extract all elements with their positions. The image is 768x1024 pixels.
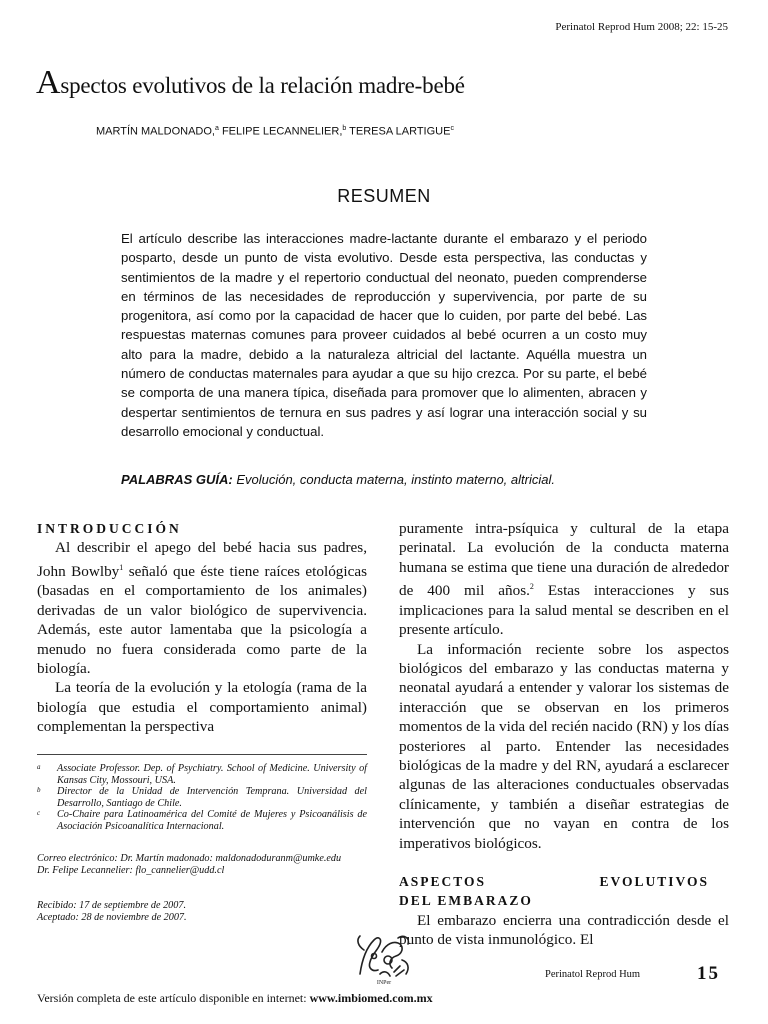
footnote-mark: a	[37, 763, 41, 771]
footnotes	[37, 763, 367, 833]
reference-mark: 1	[119, 562, 124, 572]
abstract-text: El artículo describe las interacciones madre-lactante durante el embarazo y el periodo posparto, desde un punto de vista evolutivo. Desde esta perspectiva, las conductas y sentimientos de la madre y el repertorio conductual del neonato, pueden comprenderse en términos de las necesidades de reproducción y supervivencia, por parte de su progenitora, así como por la capacidad de hacer que lo cuiden, por parte del bebé. Las respuestas maternas comunes para proveer cuidados al bebé ocurren a un costo muy alto para la madre, debido a la naturaleza altricial del lactante. Aquélla muestra un número de conductas maternales para ayudar a que su hijo crezca. Por su parte, el bebé se comporta de una manera típica, diseñada para promover que lo alimenten, abracen y despertar sentimientos de ternura en sus padres y así lograr una interacción social y su desarrollo emocional y conductual.	[121, 231, 647, 439]
intro-paragraph: La teoría de la evolución y la etología (rama de la biología que estudia el comportamiento animal) complementan la perspectiva	[37, 679, 367, 736]
body-paragraph: La información reciente sobre los aspectos biológicos del embarazo y las conductas materna y neonatal ayudará a entender y valorar los sistemas de interacción que se observan en los primeros momentos de la vida del recién nacido (RN) y los días posteriores al parto. Entender las necesidades biológicas de la madre y del RN, ayudará a esclarecer algunas de las alteraciones conductuales observadas clínicamente, y también a diseñar estrategias de intervención que no vayan en contra de los imperativos biológicos.	[399, 640, 729, 852]
footer-journal: Perinatol Reprod Hum	[545, 969, 641, 980]
footnote-mark: b	[37, 786, 41, 795]
author-mark: b	[342, 125, 347, 132]
article-title	[36, 66, 465, 100]
footnote	[37, 809, 367, 832]
right-column	[399, 519, 729, 950]
footnote-divider	[37, 754, 367, 755]
footnote	[37, 763, 367, 786]
author-name: MARTÍN MALDONADO,	[96, 125, 215, 138]
availability-link[interactable]: www.imbiomed.com.mx	[309, 991, 433, 1005]
title-initial: A	[36, 64, 61, 101]
intro-text: Al describir el apego del bebé hacia sus padres, John Bowlby	[37, 539, 367, 580]
title-rest: spectos evolutivos de la relación madre-bebé	[60, 73, 465, 98]
author-mark: c	[450, 125, 454, 132]
reference-mark: 2	[529, 582, 534, 592]
author-name: FELIPE LECANNELIER,	[218, 125, 343, 138]
inper-logo-icon	[352, 930, 416, 986]
body-text: puramente intra-psíquica y cultural de la etapa perinatal. La evolución de la conducta materna humana se estima que tiene una duración de alrededor de 400 mil años.	[399, 520, 729, 600]
keywords-list: Evolución, conducta materna, instinto materno, altricial.	[232, 472, 555, 487]
footnote	[37, 786, 367, 809]
author-name: TERESA LARTIGUE	[346, 125, 451, 138]
author-mark: a	[214, 125, 219, 132]
intro-heading: INTRODUCCIÓN	[37, 521, 182, 536]
footnote-mark: c	[37, 809, 41, 818]
contact-email: Dr. Felipe Lecannelier: flo_cannelier@udd.cl	[37, 864, 225, 876]
accepted-date: Aceptado: 28 de noviembre de 2007.	[37, 911, 187, 923]
received-date: Recibido: 17 de septiembre de 2007.	[37, 900, 186, 911]
intro-text: señaló que éste tiene raíces etológicas (basadas en el comportamiento de los animales) derivadas de un valor biológico de supervivencia. Además, este autor lamentaba que la psicología a menudo no fuera considerada como parte de la biología.	[37, 562, 367, 677]
keywords	[121, 472, 555, 487]
contact-info	[37, 853, 367, 876]
logo-text: INPer	[376, 980, 392, 986]
section-heading	[399, 872, 729, 911]
section-heading-line: ASPECTOS EVOLUTIVOS	[399, 873, 709, 889]
abstract-heading: RESUMEN	[337, 186, 431, 206]
contact-email: Correo electrónico: Dr. Martín madonado: maldonadoduranm@umke.edu	[37, 853, 342, 864]
body-paragraph: El embarazo encierra una contradicción desde el punto de vista inmunológico. El	[399, 911, 729, 949]
intro-paragraph	[37, 538, 367, 678]
left-column	[37, 519, 367, 737]
author-list	[96, 125, 454, 138]
body-paragraph	[399, 519, 729, 640]
footnote-text: Associate Professor. Dep. of Psychiatry. School of Medicine. University of Kansas City, Mossouri, USA.	[57, 763, 367, 786]
footnote-text: Co-Chaire para Latinoamérica del Comité de Mujeres y Psicoanálisis de Asociación Psicoanalítica Internacional.	[57, 809, 367, 832]
journal-reference: Perinatol Reprod Hum 2008; 22: 15-25	[555, 21, 728, 33]
section-heading-line: DEL EMBARAZO	[399, 893, 533, 909]
availability-note	[37, 991, 433, 1006]
page-number: 15	[697, 963, 720, 984]
footnote-text: Director de la Unidad de Intervención Temprana. Universidad del Desarrollo, Santiago de Chile.	[57, 786, 367, 809]
body-text: Estas interacciones y sus implicaciones para la salud mental se describen en el presente artículo.	[399, 582, 729, 639]
keywords-label: PALABRAS GUÍA:	[121, 472, 233, 487]
submission-dates	[37, 900, 367, 923]
availability-text: Versión completa de este artículo disponible en internet:	[37, 991, 310, 1005]
